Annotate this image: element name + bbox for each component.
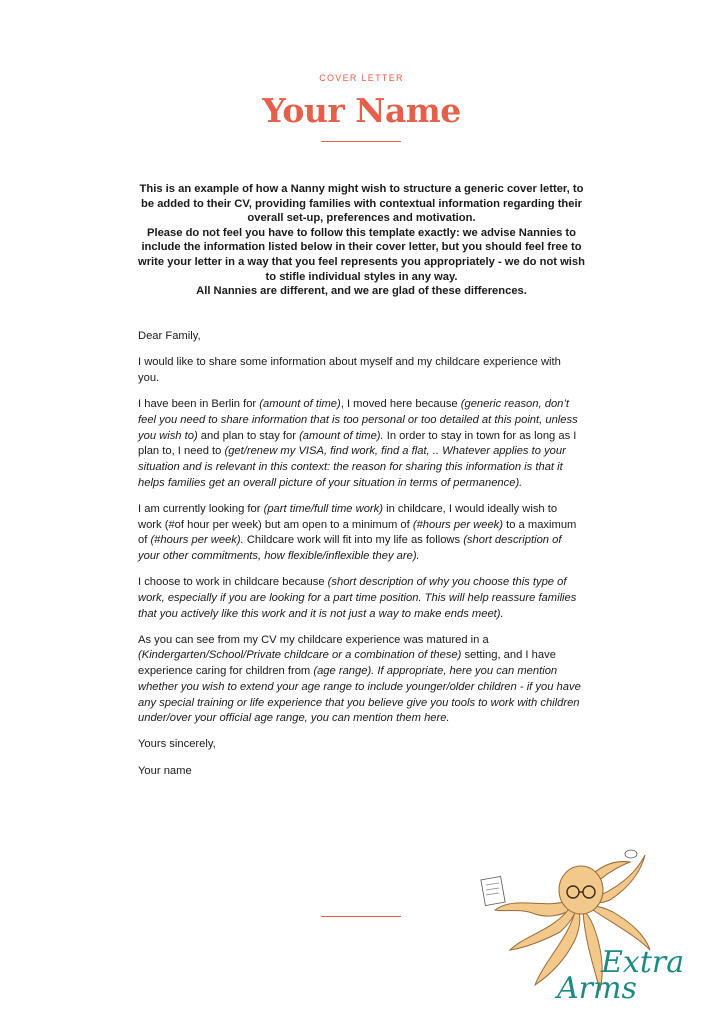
badge-icon [625,850,637,858]
letter-greeting: Dear Family, [138,330,201,342]
p2-text: and plan to stay for [197,429,300,442]
letter-paragraph-2 [138,397,583,491]
p2-text: I have been in Berlin for [138,398,260,411]
letter-paragraph-5 [138,633,583,727]
p2-placeholder: (amount of time) [259,398,341,411]
p5-text: As you can see from my CV my childcare experience was matured in a [138,633,489,646]
letter-paragraph-4 [138,575,583,622]
logo-word-arms: Arms [557,971,637,1006]
p2-placeholder: (get/renew my VISA, find work, find a flat, .. Whatever applies to your situation and is relevant in this context: the reason for sharing this information is that it helps families get an overall picture of your situation in terms of permanence). [138,445,566,489]
letter-paragraph-1: I would like to share some information about myself and my childcare experience with you. [138,356,561,384]
p5-placeholder: (Kindergarten/School/Private childcare or a combination of these) [138,649,462,662]
p2-text: , I moved here because [340,398,461,411]
p3-placeholder: (#hours per week). [150,534,244,547]
p2-placeholder: (generic reason, don’t feel you need to share information that is too personal or too detailed at this point, unless you wish to) [138,398,578,442]
p5-text: setting, and I have experience caring for children from [138,649,556,678]
intro-line-1: This is an example of how a Nanny might wish to structure a generic cover letter, to be added to their CV, providing families with contextual information regarding their overall set-up, preferences and motivation. [139,183,584,225]
p3-placeholder: (short description of your other commitments, how flexible/inflexible they are). [138,534,562,562]
intro-block [134,182,589,299]
p5-placeholder: (age range). If appropriate, here you can mention whether you wish to extend your age range to include younger/older children - if you have any special training or life experience that you believe give you tools to work with children under/over your official age range, you can mention them here. [138,665,581,725]
cover-letter-kicker: COVER LETTER [319,73,404,83]
intro-line-2: Please do not feel you have to follow this template exactly: we advise Nannies to include the information listed below in their cover letter, but you should feel free to write your letter in a way that you feel represents you appropriately - we do not wish to stifle individual styles in any way. [138,226,585,283]
letter-body [138,329,583,790]
letter-paragraph-3 [138,502,583,565]
logo-word-extra: Extra [601,945,685,980]
p3-text: to a maximum of [138,518,577,547]
p3-text: I am currently looking for [138,502,264,515]
book-icon [481,876,505,905]
p2-text: In order to stay in town for as long as I plan to, I need to [138,429,577,458]
p4-placeholder: (short description of why you choose this type of work, especially if you are looking for a part time position. This will help reassure families that you actively like this work and it is not just a way to make ends meet). [138,576,577,620]
footer-divider [321,916,401,917]
p3-placeholder: (#hours per week) [412,518,504,531]
letter-signature: Your name [138,764,192,777]
p3-text: Childcare work will fit into my life as follows [243,534,464,547]
p4-text: I choose to work in childcare because [138,576,328,589]
letter-closing: Yours sincerely, [138,738,216,751]
p3-text: in childcare, I would ideally wish to work (#of hour per week) but am open to a minimum of [138,502,558,531]
extra-arms-logo [475,840,685,1010]
title-divider [321,141,401,142]
p2-placeholder: (amount of time). [299,429,384,442]
intro-line-3: All Nannies are different, and we are glad of these differences. [196,285,527,298]
p3-placeholder: (part time/full time work) [263,502,383,515]
page-title: Your Name [262,91,461,130]
